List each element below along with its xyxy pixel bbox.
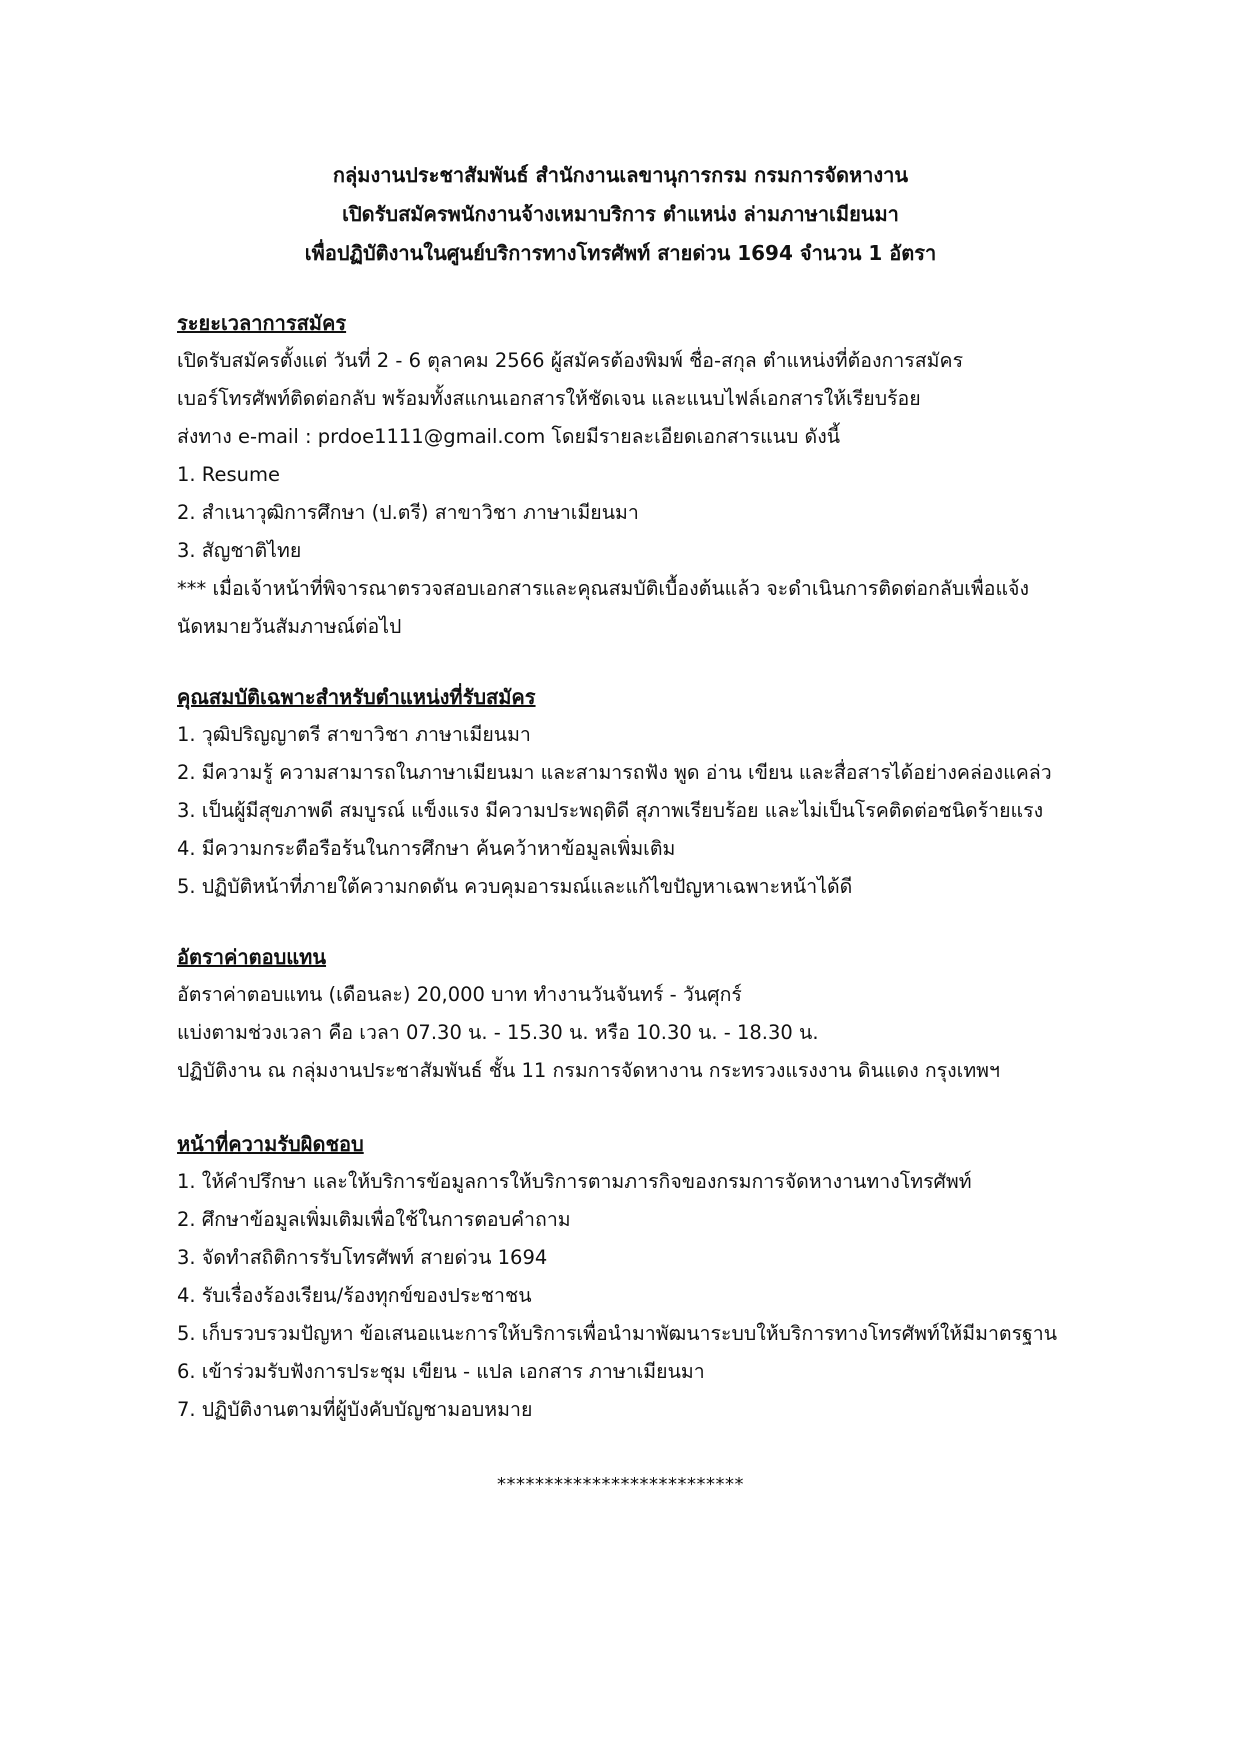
qualification-item: 4. มีความกระตือรือร้นในการศึกษา ค้นคว้าหาข้อมูลเพิ่มเติม bbox=[177, 837, 676, 860]
duty-item: 4. รับเรื่องร้องเรียน/ร้องทุกข์ของประชาชน bbox=[177, 1284, 532, 1307]
section-duties bbox=[177, 1125, 1117, 1429]
qualification-item: 3. เป็นผู้มีสุขภาพดี สมบูรณ์ แข็งแรง มีความประพฤติดี สุภาพเรียบร้อย และไม่เป็นโรคติดต่อชนิดร้ายแรง bbox=[177, 799, 1044, 822]
section-application-period bbox=[177, 304, 1117, 646]
duty-item: 3. จัดทำสถิติการรับโทรศัพท์ สายด่วน 1694 bbox=[177, 1246, 548, 1269]
section-title: ระยะเวลาการสมัคร bbox=[177, 311, 347, 335]
compensation-line: แบ่งตามช่วงเวลา คือ เวลา 07.30 น. - 15.30 น. หรือ 10.30 น. - 18.30 น. bbox=[177, 1021, 819, 1044]
duty-item: 7. ปฏิบัติงานตามที่ผู้บังคับบัญชามอบหมาย bbox=[177, 1398, 533, 1421]
duty-item: 1. ให้คำปรึกษา และให้บริการข้อมูลการให้บริการตามภารกิจของกรมการจัดหางานทางโทรศัพท์ bbox=[177, 1170, 972, 1193]
document-list-item: 3. สัญชาติไทย bbox=[177, 539, 302, 562]
section-qualifications bbox=[177, 678, 1117, 906]
section-compensation bbox=[177, 938, 1117, 1090]
duty-item: 6. เข้าร่วมรับฟังการประชุม เขียน - แปล เอกสาร ภาษาเมียนมา bbox=[177, 1360, 705, 1383]
note-line: *** เมื่อเจ้าหน้าที่พิจารณาตรวจสอบเอกสารและคุณสมบัติเบื้องต้นแล้ว จะดำเนินการติดต่อกลับเพื่อแจ้ง bbox=[177, 577, 1029, 600]
document-header bbox=[0, 156, 1241, 273]
paragraph-line: เบอร์โทรศัพท์ติดต่อกลับ พร้อมทั้งสแกนเอกสารให้ชัดเจน และแนบไฟล์เอกสารให้เรียบร้อย bbox=[177, 387, 921, 410]
document-list-item: 2. สำเนาวุฒิการศึกษา (ป.ตรี) สาขาวิชา ภาษาเมียนมา bbox=[177, 501, 639, 524]
duty-item: 5. เก็บรวบรวมปัญหา ข้อเสนอแนะการให้บริการเพื่อนำมาพัฒนาระบบให้บริการทางโทรศัพท์ให้มีมาตรฐาน bbox=[177, 1322, 1058, 1345]
duty-item: 2. ศึกษาข้อมูลเพิ่มเติมเพื่อใช้ในการตอบคำถาม bbox=[177, 1208, 571, 1231]
qualification-item: 2. มีความรู้ ความสามารถในภาษาเมียนมา และสามารถฟัง พูด อ่าน เขียน และสื่อสารได้อย่างคล่องแคล่ว bbox=[177, 761, 1052, 784]
document-list-item: 1. Resume bbox=[177, 463, 280, 486]
section-title: หน้าที่ความรับผิดชอบ bbox=[177, 1132, 364, 1156]
header-line-hotline: เพื่อปฏิบัติงานในศูนย์บริการทางโทรศัพท์ สายด่วน 1694 จำนวน 1 อัตรา bbox=[304, 241, 937, 265]
header-line-position: เปิดรับสมัครพนักงานจ้างเหมาบริการ ตำแหน่ง ล่ามภาษาเมียนมา bbox=[342, 202, 899, 226]
compensation-line: ปฏิบัติงาน ณ กลุ่มงานประชาสัมพันธ์ ชั้น 11 กรมการจัดหางาน กระทรวงแรงงาน ดินแดง กรุงเทพฯ bbox=[177, 1059, 1000, 1082]
compensation-line: อัตราค่าตอบแทน (เดือนละ) 20,000 บาท ทำงานวันจันทร์ - วันศุกร์ bbox=[177, 983, 742, 1006]
qualification-item: 1. วุฒิปริญญาตรี สาขาวิชา ภาษาเมียนมา bbox=[177, 723, 531, 746]
note-line: นัดหมายวันสัมภาษณ์ต่อไป bbox=[177, 615, 402, 638]
footer-separator: ************************** bbox=[497, 1474, 744, 1495]
qualification-item: 5. ปฏิบัติหน้าที่ภายใต้ความกดดัน ควบคุมอารมณ์และแก้ไขปัญหาเฉพาะหน้าได้ดี bbox=[177, 875, 853, 898]
paragraph-line: ส่งทาง e-mail : prdoe1111@gmail.com โดยมีรายละเอียดเอกสารแนบ ดังนี้ bbox=[177, 425, 841, 448]
section-title: อัตราค่าตอบแทน bbox=[177, 945, 327, 969]
section-title: คุณสมบัติเฉพาะสำหรับตำแหน่งที่รับสมัคร bbox=[177, 685, 536, 709]
paragraph-line: เปิดรับสมัครตั้งแต่ วันที่ 2 - 6 ตุลาคม 2566 ผู้สมัครต้องพิมพ์ ชื่อ-สกุล ตำแหน่งที่ต้องการสมัคร bbox=[177, 349, 964, 372]
header-line-department: กลุ่มงานประชาสัมพันธ์ สำนักงานเลขานุการกรม กรมการจัดหางาน bbox=[332, 163, 909, 187]
